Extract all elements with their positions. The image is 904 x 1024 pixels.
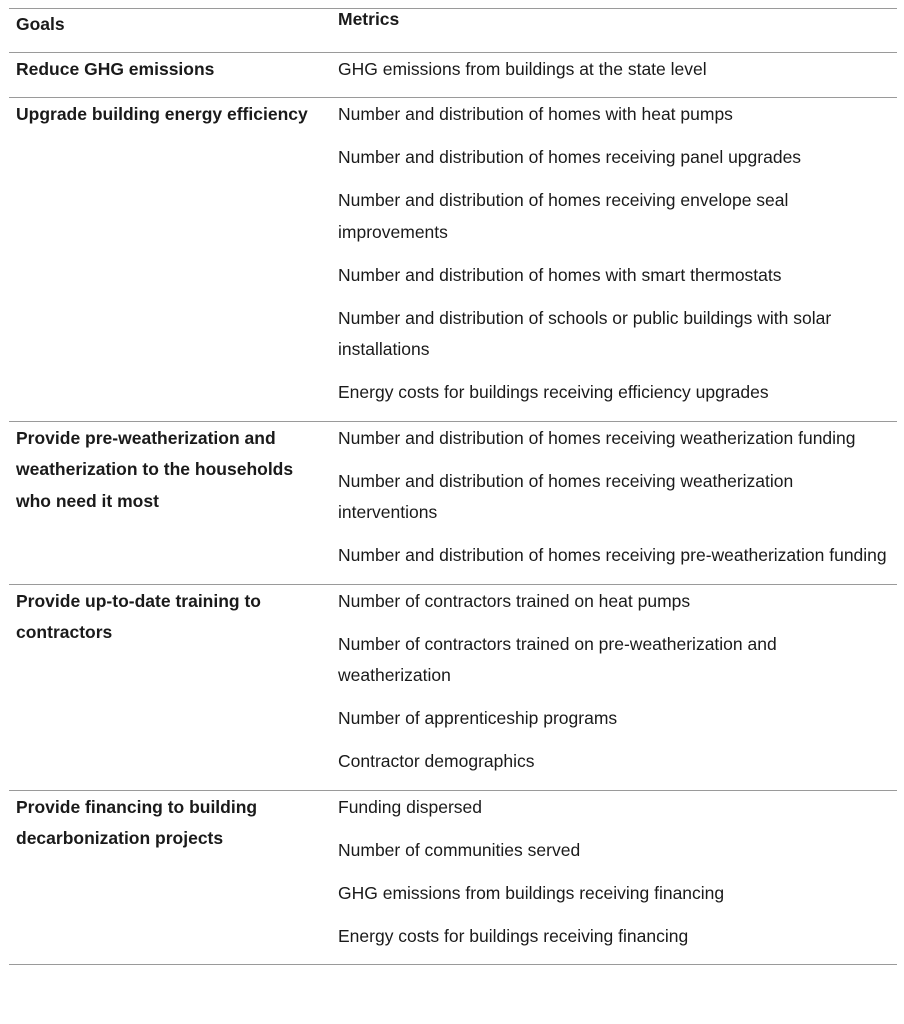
metric-item: Energy costs for buildings receiving efficiency upgrades [338,382,769,402]
metric-item: Number and distribution of schools or public buildings with solar installations [338,307,832,359]
table-row [9,53,897,99]
metrics-cell [331,792,897,953]
goal-cell: Provide pre-weatherization and weatherization to the households who need it most [16,427,294,511]
table-row [9,422,897,585]
table-header-row [9,9,897,53]
metric-item: Number and distribution of homes receiving weatherization interventions [338,470,794,522]
metric-item: Number of apprenticeship programs [338,708,618,728]
metric-item: Number and distribution of homes with heat pumps [338,104,733,124]
metric-item: GHG emissions from buildings receiving financing [338,882,725,903]
metric-item: Energy costs for buildings receiving financing [338,925,689,946]
metric-item: Number of contractors trained on heat pumps [338,590,691,611]
metric-item: GHG emissions from buildings at the state level [338,58,707,79]
metric-item: Number and distribution of homes receiving panel upgrades [338,147,802,167]
metric-item: Number and distribution of homes with smart thermostats [338,264,782,285]
goals-column-header: Goals [16,14,65,34]
metric-item: Number of communities served [338,839,581,860]
metrics-cell [331,586,897,778]
goal-cell: Provide financing to building decarbonization projects [16,796,258,848]
metric-item: Number and distribution of homes receiving pre-weatherization funding [338,545,887,565]
table-row [9,585,897,791]
metrics-cell [331,99,897,409]
goal-cell: Reduce GHG emissions [16,58,215,79]
table-row [9,98,897,422]
metrics-column-header: Metrics [338,9,400,29]
metric-item: Number and distribution of homes receiving envelope seal improvements [338,190,789,242]
table-row [9,791,897,966]
metric-item: Contractor demographics [338,751,535,771]
metrics-cell [331,54,897,86]
goal-cell: Upgrade building energy efficiency [16,104,308,124]
goal-cell: Provide up-to-date training to contractors [16,590,261,642]
metric-item: Number of contractors trained on pre-weatherization and weatherization [338,633,777,685]
metrics-cell [331,423,897,572]
goals-metrics-table [9,8,897,965]
metric-item: Funding dispersed [338,796,482,817]
metric-item: Number and distribution of homes receiving weatherization funding [338,427,856,448]
